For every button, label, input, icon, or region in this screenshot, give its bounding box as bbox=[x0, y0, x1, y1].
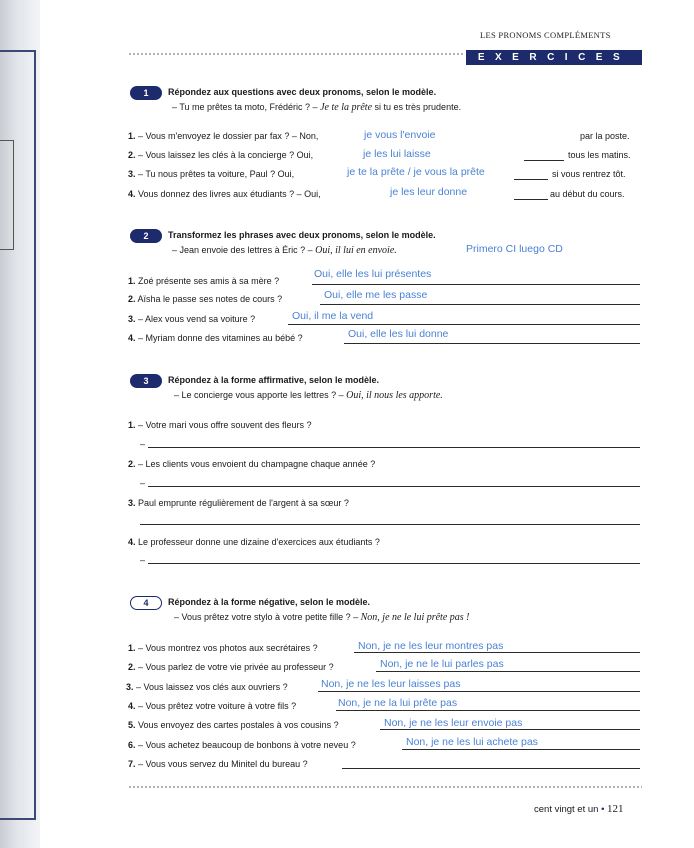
ex2-item-1: 1. Zoé présente ses amis à sa mère ? bbox=[128, 276, 280, 286]
ex4-item-6: 6. – Vous achetez beaucoup de bonbons à votre neveu ? bbox=[128, 740, 356, 750]
answer-line bbox=[320, 304, 640, 305]
ex3-item-4: 4. Le professeur donne une dizaine d'exercices aux étudiants ? bbox=[128, 537, 380, 547]
ex1-answer-2[interactable]: je les lui laisse bbox=[363, 148, 431, 160]
ex3-item-2: 2. – Les clients vous envoient du champagne chaque année ? bbox=[128, 459, 376, 469]
exercise-3-instruction: Répondez à la forme affirmative, selon le modèle. bbox=[168, 375, 380, 385]
ex2-answer-1[interactable]: Oui, elle les lui présentes bbox=[314, 268, 432, 280]
ex3-answer-line-4[interactable] bbox=[148, 563, 640, 564]
ex4-answer-6[interactable]: Non, je ne les lui achete pas bbox=[406, 736, 538, 748]
ex4-answer-5[interactable]: Non, je ne les leur envoie pas bbox=[384, 717, 523, 729]
bullet-icon: • bbox=[601, 804, 605, 815]
model-suffix: si tu es très prudente. bbox=[374, 102, 462, 112]
page-number-words: cent vingt et un bbox=[534, 804, 599, 815]
model-answer: Je te la prête bbox=[320, 102, 373, 113]
ex4-answer-2[interactable]: Non, je ne le lui parles pas bbox=[380, 658, 504, 670]
exercices-banner: EXERCICES bbox=[466, 50, 642, 65]
answer-line bbox=[524, 160, 564, 161]
exercise-2-model bbox=[172, 245, 397, 256]
ex1-item-3: 3. – Tu nous prêtes ta voiture, Paul ? Oui, bbox=[128, 169, 295, 179]
ex3-item-1: 1. – Votre mari vous offre souvent des fleurs ? bbox=[128, 420, 312, 430]
ex2-item-3: 3. – Alex vous vend sa voiture ? bbox=[128, 314, 256, 324]
ex4-answer-line-7[interactable] bbox=[342, 768, 640, 769]
answer-line bbox=[288, 324, 640, 325]
dotted-rule-bottom bbox=[128, 785, 642, 789]
answer-line bbox=[336, 710, 640, 711]
model-question: – Vous prêtez votre stylo à votre petite fille ? – bbox=[174, 612, 359, 622]
answer-line bbox=[380, 729, 640, 730]
model-question: – Le concierge vous apporte les lettres ? – bbox=[174, 390, 344, 400]
ex2-answer-2[interactable]: Oui, elle me les passe bbox=[324, 289, 428, 301]
exercise-4-instruction: Répondez à la forme négative, selon le modèle. bbox=[168, 597, 371, 607]
ex1-end-3: si vous rentrez tôt. bbox=[552, 169, 626, 179]
ex1-end-4: au début du cours. bbox=[550, 189, 625, 199]
model-answer: Non, je ne le lui prête pas ! bbox=[360, 612, 470, 623]
exercise-2-number: 2 bbox=[130, 229, 162, 243]
ex1-answer-3[interactable]: je te la prête / je vous la prête bbox=[347, 166, 485, 178]
model-question: – Jean envoie des lettres à Éric ? – bbox=[172, 245, 313, 255]
model-answer: Oui, il lui en envoie. bbox=[315, 245, 397, 256]
ex1-item-4: 4. Vous donnez des livres aux étudiants ? – Oui, bbox=[128, 189, 321, 199]
answer-line bbox=[344, 343, 640, 344]
ex1-end-1: par la poste. bbox=[580, 131, 630, 141]
handwritten-note: Primero CI luego CD bbox=[466, 243, 563, 255]
ex4-item-5: 5. Vous envoyez des cartes postales à vos cousins ? bbox=[128, 720, 339, 730]
ex1-answer-4[interactable]: je les leur donne bbox=[390, 186, 468, 198]
exercise-2-instruction: Transformez les phrases avec deux pronoms, selon le modèle. bbox=[168, 230, 436, 240]
dotted-rule-top bbox=[128, 52, 464, 56]
answer-line bbox=[514, 179, 548, 180]
exercise-1-number: 1 bbox=[130, 86, 162, 100]
ex4-item-4: 4. – Vous prêtez votre voiture à votre fils ? bbox=[128, 701, 297, 711]
exercise-3-number: 3 bbox=[130, 374, 162, 388]
ex2-item-2: 2. Aïsha le passe ses notes de cours ? bbox=[128, 294, 283, 304]
model-question: – Tu me prêtes ta moto, Frédéric ? – bbox=[172, 102, 318, 112]
answer-line bbox=[376, 671, 640, 672]
ex4-item-1: 1. – Vous montrez vos photos aux secrétaires ? bbox=[128, 643, 318, 653]
ex3-dash-2: – bbox=[140, 478, 146, 488]
exercise-4-model bbox=[174, 612, 470, 623]
ex3-dash-1: – bbox=[140, 439, 146, 449]
ex4-answer-3[interactable]: Non, je ne les leur laisses pas bbox=[321, 678, 461, 690]
exercise-4-number: 4 bbox=[130, 596, 162, 610]
ex4-answer-4[interactable]: Non, je ne la lui prête pas bbox=[338, 697, 458, 709]
page-number: 121 bbox=[607, 803, 624, 815]
ex3-answer-line-1[interactable] bbox=[148, 447, 640, 448]
exercise-3-model bbox=[174, 390, 443, 401]
answer-line bbox=[318, 691, 640, 692]
exercise-1-model bbox=[172, 102, 461, 113]
ex4-item-7: 7. – Vous vous servez du Minitel du bureau ? bbox=[128, 759, 308, 769]
answer-line bbox=[514, 199, 548, 200]
ex2-answer-4[interactable]: Oui, elle les lui donne bbox=[348, 328, 449, 340]
ex1-answer-1[interactable]: je vous l'envoie bbox=[364, 129, 436, 141]
ex3-answer-line-3[interactable] bbox=[140, 524, 640, 525]
ex3-dash-4: – bbox=[140, 555, 146, 565]
ex4-item-2: 2. – Vous parlez de votre vie privée au professeur ? bbox=[128, 662, 334, 672]
page-folio bbox=[534, 803, 624, 815]
ex4-item-3: 3. – Vous laissez vos clés aux ouvriers ? bbox=[126, 682, 288, 692]
ex1-item-2: 2. – Vous laissez les clés à la concierge ? Oui, bbox=[128, 150, 314, 160]
ex4-answer-1[interactable]: Non, je ne les leur montres pas bbox=[358, 640, 504, 652]
answer-line bbox=[402, 749, 640, 750]
ex3-answer-line-2[interactable] bbox=[148, 486, 640, 487]
running-title: LES PRONOMS COMPLÉMENTS bbox=[480, 30, 611, 40]
answer-line bbox=[354, 652, 640, 653]
exercise-1-instruction: Répondez aux questions avec deux pronoms, selon le modèle. bbox=[168, 87, 437, 97]
answer-line bbox=[312, 284, 640, 285]
margin-box bbox=[0, 140, 14, 250]
ex2-answer-3[interactable]: Oui, il me la vend bbox=[292, 310, 374, 322]
ex1-item-1: 1. – Vous m'envoyez le dossier par fax ? – Non, bbox=[128, 131, 319, 141]
ex1-end-2: tous les matins. bbox=[568, 150, 631, 160]
workbook-page bbox=[40, 0, 694, 848]
model-answer: Oui, il nous les apporte. bbox=[346, 390, 443, 401]
ex3-item-3: 3. Paul emprunte régulièrement de l'argent à sa sœur ? bbox=[128, 498, 349, 508]
book-spine-shadow bbox=[0, 0, 40, 848]
ex2-item-4: 4. – Myriam donne des vitamines au bébé ? bbox=[128, 333, 303, 343]
